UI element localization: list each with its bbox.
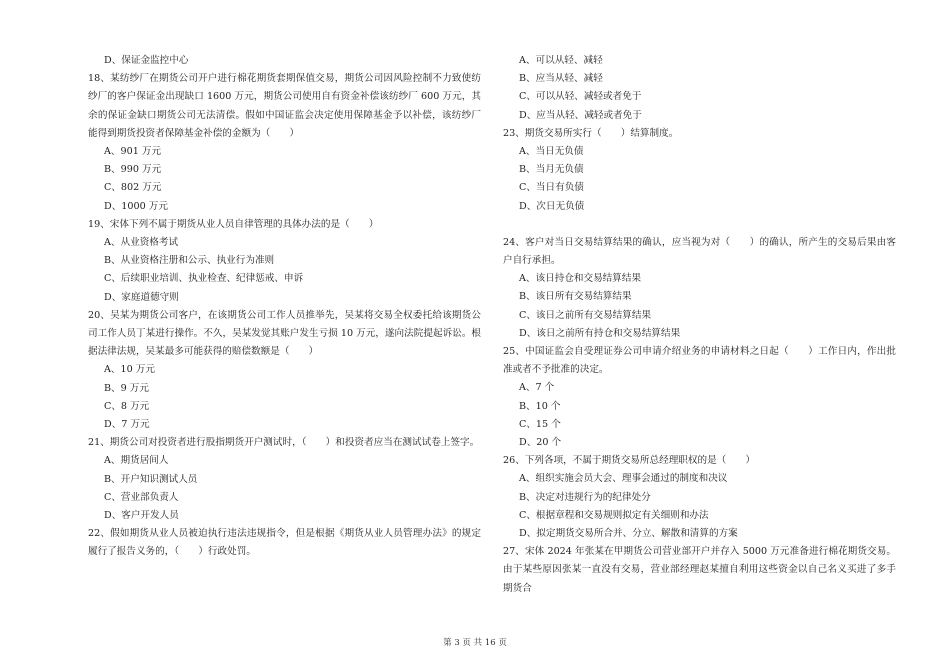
question-text: 25、中国证监会自受理证券公司申请介绍业务的申请材料之日起（ ）工作日内，作出批准或者不予批准的决定。 bbox=[503, 346, 896, 376]
answer-option: A、可以从轻、减轻 bbox=[519, 55, 603, 66]
page-footer: 第 3 页 共 16 页 bbox=[443, 638, 507, 648]
answer-option: A、该日持仓和交易结算结果 bbox=[519, 273, 642, 285]
answer-option: A、10 万元 bbox=[104, 364, 155, 376]
answer-option: D、客户开发人员 bbox=[104, 510, 179, 522]
right-column bbox=[503, 52, 896, 598]
answer-option: A、901 万元 bbox=[104, 146, 162, 158]
answer-option: B、从业资格注册和公示、执业行为准则 bbox=[104, 255, 275, 267]
answer-option: C、营业部负责人 bbox=[104, 491, 179, 503]
answer-option: C、802 万元 bbox=[104, 182, 162, 194]
answer-option: C、后续职业培训、执业检查、纪律惩戒、申诉 bbox=[104, 273, 304, 285]
answer-option: B、该日所有交易结算结果 bbox=[519, 291, 632, 303]
question-text: 22、假如期货从业人员被迫执行违法违规指令，但是根据《期货从业人员管理办法》的规定履行了报告义务的，（ ）行政处罚。 bbox=[88, 528, 481, 558]
answer-option: A、7 个 bbox=[519, 382, 555, 394]
answer-option: D、拟定期货交易所合并、分立、解散和清算的方案 bbox=[519, 528, 738, 540]
answer-option: B、990 万元 bbox=[104, 164, 162, 176]
question-text: 27、宋体 2024 年张某在甲期货公司营业部开户并存入 5000 万元准备进行棉花期货交易。由于某些原因张某一直没有交易，营业部经理赵某擅自利用这些资金以自己名义买进了多手期货合 bbox=[503, 546, 896, 594]
question-text: 26、下列各项，不属于期货交易所总经理职权的是（ ） bbox=[503, 455, 756, 467]
answer-option: B、当月无负债 bbox=[519, 164, 584, 176]
answer-option: A、组织实施会员大会、理事会通过的制度和决议 bbox=[519, 473, 728, 485]
question-text: 20、吴某为期货公司客户，在该期货公司工作人员推举先，吴某将交易全权委托给该期货公司工作人员丁某进行操作。不久，吴某发觉其账户发生亏损 10 万元，遂向法院提起诉讼。根据法律法规，吴某最多可能获得的赔偿数额是（ ） bbox=[88, 309, 481, 358]
answer-option: C、根据章程和交易规则拟定有关细则和办法 bbox=[519, 509, 709, 521]
answer-option: D、1000 万元 bbox=[104, 200, 168, 212]
question-text: 18、某纺纱厂在期货公司开户进行棉花期货套期保值交易，期货公司因风险控制不力致使纺纱厂的客户保证金出现缺口 1600 万元，期货公司使用自有资金补偿该纺纱厂 600 万元，其余的保证金缺口期货公司无法清偿。假如中国证监会决定使用保障基金予以补偿，该纺纱厂能得到期货投资者保障基金补偿的金额为（ ） bbox=[88, 73, 481, 139]
answer-option: C、可以从轻、减轻或者免于 bbox=[519, 91, 642, 103]
answer-option: C、该日之前所有交易结算结果 bbox=[519, 309, 652, 321]
answer-option: B、9 万元 bbox=[104, 382, 149, 394]
question-text: 23、期货交易所实行（ ）结算制度。 bbox=[503, 127, 679, 139]
answer-option: C、15 个 bbox=[519, 418, 561, 430]
answer-option: A、当日无负债 bbox=[519, 146, 584, 158]
left-column bbox=[88, 52, 481, 562]
answer-option: B、应当从轻、减轻 bbox=[519, 73, 603, 85]
answer-option: D、家庭道德守则 bbox=[104, 291, 179, 303]
question-text: 19、宋体下列不属于期货从业人员自律管理的具体办法的是（ ） bbox=[88, 218, 379, 230]
answer-option: B、10 个 bbox=[519, 400, 561, 412]
question-text: 24、客户对当日交易结算结果的确认，应当视为对（ ）的确认，所产生的交易后果由客户自行承担。 bbox=[503, 236, 896, 267]
spacer bbox=[503, 216, 896, 234]
answer-option: C、当日有负债 bbox=[519, 182, 584, 194]
answer-option: A、期货居间人 bbox=[104, 455, 169, 467]
answer-option: C、8 万元 bbox=[104, 400, 150, 412]
answer-option: D、该日之前所有持仓和交易结算结果 bbox=[519, 327, 681, 339]
answer-option: D、7 万元 bbox=[104, 419, 150, 431]
answer-option: D、20 个 bbox=[519, 437, 562, 449]
answer-option: D、次日无负债 bbox=[519, 200, 585, 212]
answer-option: D、保证金监控中心 bbox=[104, 55, 189, 66]
question-text: 21、期货公司对投资者进行股指期货开户测试时，（ ）和投资者应当在测试试卷上签字。 bbox=[88, 437, 480, 449]
answer-option: B、决定对违规行为的纪律处分 bbox=[519, 491, 651, 503]
answer-option: D、应当从轻、减轻或者免于 bbox=[519, 109, 642, 121]
answer-option: A、从业资格考试 bbox=[104, 237, 179, 249]
answer-option: B、开户知识测试人员 bbox=[104, 473, 198, 485]
